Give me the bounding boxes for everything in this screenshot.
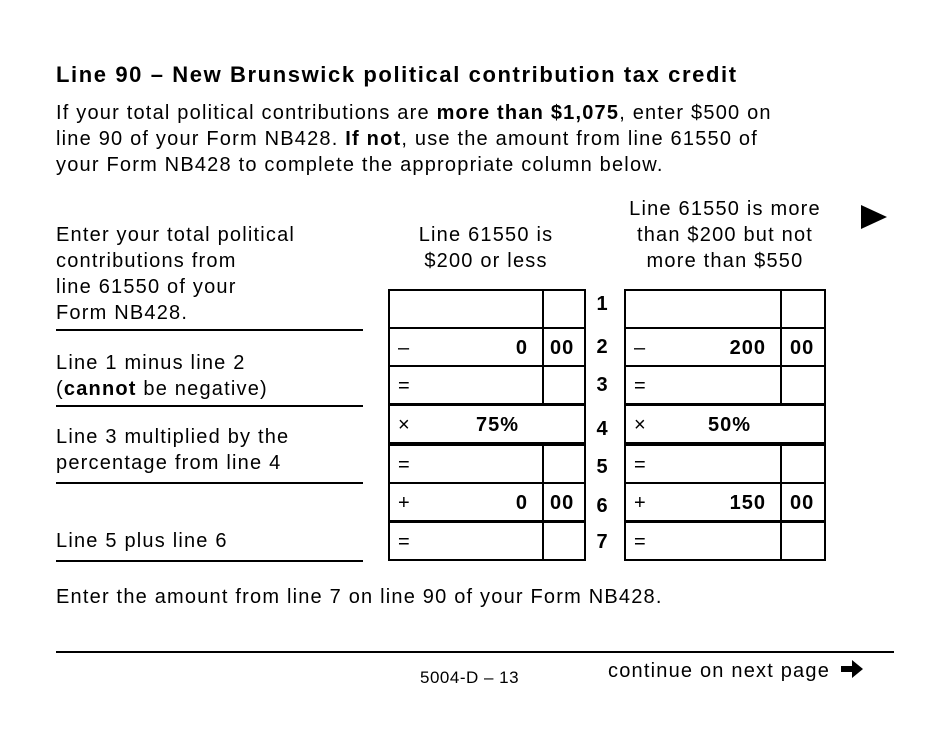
label-line-1 — [56, 222, 295, 326]
intro-text-1b: more than $1,075 — [436, 102, 620, 124]
operator-equals: = — [398, 454, 411, 476]
intro-text-2a: line 90 of your Form NB428. — [56, 128, 346, 150]
continue-link[interactable] — [608, 658, 865, 683]
amount-value: 150 — [729, 492, 766, 514]
divider — [56, 329, 363, 331]
divider — [56, 405, 363, 407]
operator-equals: = — [634, 454, 647, 476]
col1-line3-field[interactable] — [388, 365, 586, 405]
intro-text-3: your Form NB428 to complete the appropriate column below. — [56, 154, 664, 176]
col1-line5-field[interactable] — [388, 444, 586, 484]
operator-equals: = — [398, 531, 411, 553]
intro-text-1a: If your total political contributions are — [56, 102, 437, 124]
operator-plus: + — [398, 492, 411, 514]
col1-line2-field — [388, 327, 586, 367]
col2-line6-field — [624, 482, 826, 522]
cents-value: 00 — [790, 337, 815, 359]
instruction-text: Enter the amount from line 7 on line 90 of your Form NB428. — [56, 586, 663, 608]
col2-line1-field[interactable] — [624, 289, 826, 329]
operator-equals: = — [634, 531, 647, 553]
column-header-1 — [388, 222, 584, 274]
amount-value: 0 — [515, 337, 528, 359]
intro-text-2b: If not — [345, 128, 402, 150]
intro-text — [56, 100, 916, 178]
line-number: 4 — [596, 418, 608, 440]
col1-line1-field[interactable] — [388, 289, 586, 329]
column-header-1-line: $200 or less — [424, 250, 548, 272]
label-line-5-text: percentage from line 4 — [56, 452, 282, 474]
cents-value: 00 — [550, 337, 575, 359]
line-number: 6 — [596, 495, 608, 517]
divider — [56, 560, 363, 562]
amount-value: 200 — [729, 337, 766, 359]
label-line-5 — [56, 424, 289, 476]
continue-label: continue on next page — [608, 660, 831, 682]
label-line-3-text: be negative) — [136, 378, 268, 400]
col2-line4-field — [624, 404, 826, 444]
line-number: 3 — [596, 374, 608, 396]
col1-line6-field — [388, 482, 586, 522]
operator-equals: = — [634, 375, 647, 397]
line-number: 5 — [596, 456, 608, 478]
right-arrow-icon — [839, 658, 865, 680]
operator-plus: + — [634, 492, 647, 514]
label-line-1-text: Enter your total political — [56, 224, 296, 246]
label-line-3 — [56, 350, 268, 402]
page-number: 5004-D – 13 — [420, 668, 520, 687]
column-header-2-line: than $200 but not — [636, 224, 814, 246]
column-header-1-line: Line 61550 is — [418, 224, 554, 246]
intro-text-1c: , enter $500 on — [619, 102, 772, 124]
label-line-1-text: line 61550 of your — [56, 276, 237, 298]
operator-minus: – — [398, 337, 411, 359]
operator-times: × — [634, 414, 647, 436]
operator-times: × — [398, 414, 411, 436]
page-title: Line 90 – New Brunswick political contribution tax credit — [56, 62, 738, 87]
label-line-7: Line 5 plus line 6 — [56, 530, 228, 552]
column-header-2-line: Line 61550 is more — [629, 198, 821, 220]
label-line-1-text: Form NB428. — [56, 302, 189, 324]
label-line-3-text: Line 1 minus line 2 — [56, 352, 246, 374]
operator-equals: = — [398, 375, 411, 397]
right-triangle-icon — [860, 204, 888, 230]
col2-line3-field[interactable] — [624, 365, 826, 405]
intro-text-2c: , use the amount from line 61550 of — [401, 128, 758, 150]
footer-divider — [56, 651, 894, 653]
amount-value: 0 — [515, 492, 528, 514]
label-line-3-bold: cannot — [63, 378, 137, 400]
line-number: 1 — [596, 293, 608, 315]
col2-line5-field[interactable] — [624, 444, 826, 484]
cents-value: 00 — [790, 492, 815, 514]
label-line-5-text: Line 3 multiplied by the — [56, 426, 290, 448]
percentage-value: 50% — [708, 414, 752, 436]
divider — [56, 482, 363, 484]
line-number: 2 — [596, 336, 608, 358]
percentage-value: 75% — [476, 414, 520, 436]
col2-line2-field — [624, 327, 826, 367]
col2-line7-field[interactable] — [624, 521, 826, 561]
col1-line7-field[interactable] — [388, 521, 586, 561]
column-header-2-line: more than $550 — [646, 250, 804, 272]
column-header-2 — [612, 196, 838, 274]
operator-minus: – — [634, 337, 647, 359]
line-number: 7 — [596, 531, 608, 553]
col1-line4-field — [388, 404, 586, 444]
cents-value: 00 — [550, 492, 575, 514]
label-line-1-text: contributions from — [56, 250, 237, 272]
label-line-3-text: ( — [56, 378, 64, 400]
